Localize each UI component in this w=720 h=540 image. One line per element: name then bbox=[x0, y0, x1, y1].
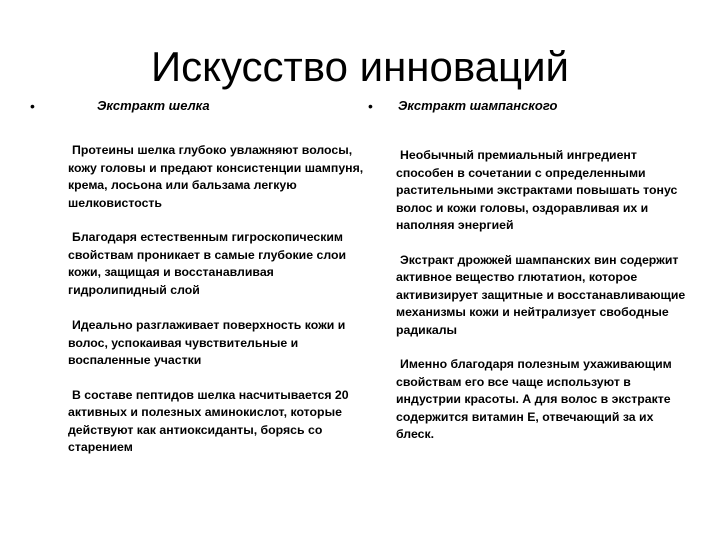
right-paragraph-3: Именно благодаря полезным ухаживающим свойствам его все чаще используют в индустрии красоты. А для волос в экстракте содержится витамин Е, отвечающий за их блеск. bbox=[396, 357, 672, 441]
bullet-icon: • bbox=[368, 98, 373, 114]
left-paragraph-2: Благодаря естественным гигроскопическим свойствам проникает в самые глубокие слои кожи, защищая и восстанавливая гидролипидный слой bbox=[68, 230, 347, 297]
right-heading-row bbox=[368, 96, 698, 118]
left-paragraph-3: Идеально разглаживает поверхность кожи и волос, успокаивая чувствительные и воспаленные участки bbox=[68, 318, 346, 367]
bullet-icon: • bbox=[30, 98, 35, 114]
right-paragraph-1: Необычный премиальный ингредиент способен в сочетании с определенными растительными экстрактами повышать тонус волос и кожи головы, оздоравливая их и наполняя энергией bbox=[396, 148, 678, 232]
left-heading: Экстракт шелка bbox=[97, 98, 210, 113]
right-paragraph-2: Экстракт дрожжей шампанских вин содержит активное вещество глютатион, которое активизирует защитные и восстанавливающие механизмы кожи и нейтрализует свободные радикалы bbox=[396, 252, 686, 337]
left-paragraph-1: Протеины шелка глубоко увлажняют волосы, кожу головы и предают консистенции шампуня, крема, лосьона или бальзама легкую шелковистость bbox=[68, 143, 364, 210]
right-heading: Экстракт шампанского bbox=[398, 98, 558, 113]
left-paragraph-4: В составе пептидов шелка насчитывается 20 активных и полезных аминокислот, которые действуют как антиоксиданты, борясь со старением bbox=[68, 387, 349, 454]
left-column bbox=[30, 96, 364, 457]
left-heading-row bbox=[30, 96, 360, 118]
slide-title: Искусство инноваций bbox=[150, 43, 570, 90]
right-column bbox=[368, 96, 698, 444]
